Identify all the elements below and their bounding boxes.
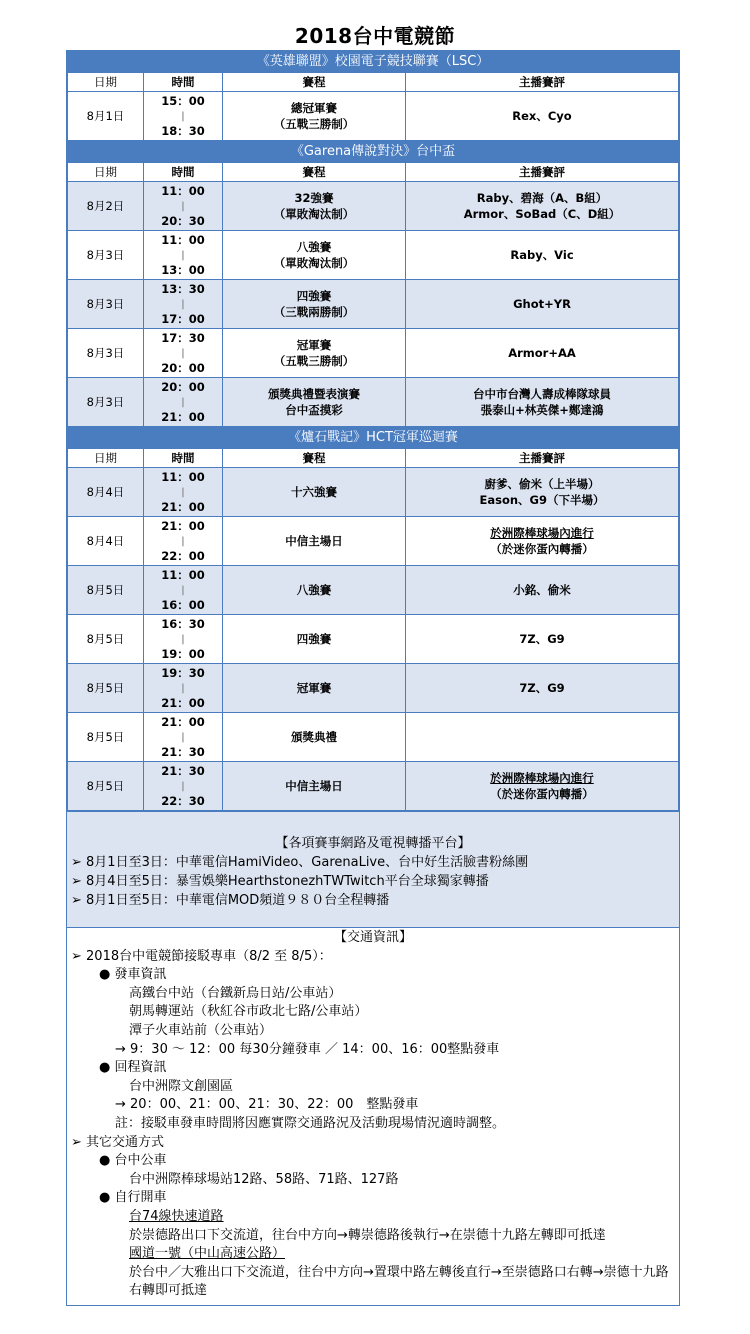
route1-description: 於崇德路出口下交流道，往台中方向→轉崇德路後執行→在崇德十九路左轉即可抵達 [129, 1227, 606, 1243]
event-cell [223, 713, 406, 762]
date-cell: 8月3日 [68, 378, 144, 427]
caster-line: Eason、G9（下半場） [479, 493, 605, 507]
time-cell [144, 92, 223, 141]
caster-line: （於迷你蛋內轉播） [490, 787, 594, 801]
date-cell: 8月5日 [68, 566, 144, 615]
caster-line: 7Z、G9 [519, 681, 565, 695]
start-time: 11：00 [161, 232, 205, 247]
caster-cell [406, 615, 679, 664]
time-separator: | [181, 633, 185, 645]
time-cell [144, 329, 223, 378]
header-event: 賽程 [223, 449, 406, 468]
event-cell [223, 182, 406, 231]
end-time: 21：00 [161, 409, 205, 424]
caster-cell [406, 231, 679, 280]
broadcast-title: 【各項賽事網路及電視轉播平台】 [275, 836, 471, 851]
event-name: 冠軍賽 [296, 681, 332, 695]
page-title: 2018台中電競節 [294, 24, 456, 48]
time-cell [144, 762, 223, 811]
time-separator: | [181, 731, 185, 743]
end-time: 13：00 [161, 262, 205, 277]
event-format: （五戰三勝制） [273, 354, 355, 368]
time-separator: | [181, 110, 185, 122]
caster-cell [406, 713, 679, 762]
table-row [68, 713, 679, 762]
event-cell [223, 664, 406, 713]
time-separator: | [181, 347, 185, 359]
start-time: 11：00 [161, 183, 205, 198]
header-date: 日期 [68, 73, 144, 92]
caster-cell [406, 762, 679, 811]
caster-line: 於洲際棒球場內進行 [490, 771, 594, 785]
date-cell: 8月5日 [68, 664, 144, 713]
broadcast-section [67, 811, 679, 927]
return-stop: 台中洲際文創園區 [129, 1078, 234, 1094]
event-name: 八強賽 [296, 240, 332, 254]
event-format: （單敗淘汰制） [273, 256, 355, 270]
header-time: 時間 [144, 449, 223, 468]
event-name: 32強賽 [294, 191, 334, 205]
start-time: 15：00 [161, 93, 205, 108]
caster-line: Armor、SoBad（C、D組） [463, 207, 621, 221]
traffic-section [67, 927, 679, 1305]
end-time: 20：00 [161, 360, 205, 375]
event-cell [223, 329, 406, 378]
schedule-frame [66, 50, 680, 1306]
caster-cell [406, 182, 679, 231]
event-name: 中信主場日 [285, 534, 343, 548]
caster-line: Raby、Vic [510, 248, 574, 262]
caster-line: 7Z、G9 [519, 632, 565, 646]
caster-cell [406, 92, 679, 141]
car-heading: ● 自行開車 [99, 1190, 167, 1206]
table-row [68, 182, 679, 231]
event-name: 頒獎典禮 [291, 730, 337, 744]
event-cell [223, 566, 406, 615]
caster-line: 小銘、偷米 [513, 583, 571, 597]
header-event: 賽程 [223, 163, 406, 182]
caster-cell [406, 468, 679, 517]
start-time: 20：00 [161, 379, 205, 394]
event-cell [223, 378, 406, 427]
bus-lines: 台中洲際棒球場站12路、58路、71路、127路 [129, 1171, 399, 1187]
end-time: 16：00 [161, 597, 205, 612]
caster-cell [406, 378, 679, 427]
table-row [68, 378, 679, 427]
table-row [68, 664, 679, 713]
table-row [68, 329, 679, 378]
time-cell [144, 280, 223, 329]
start-time: 19：30 [161, 665, 205, 680]
start-time: 21：30 [161, 763, 205, 778]
depart-stop: 潭子火車站前（公車站） [129, 1022, 273, 1038]
start-time: 21：00 [161, 714, 205, 729]
end-time: 20：30 [161, 213, 205, 228]
event-format: （單敗淘汰制） [273, 207, 355, 221]
event-format: （三戰兩勝制） [273, 305, 355, 319]
time-cell [144, 231, 223, 280]
return-time: → 20：00、21：00、21：30、22：00 整點發車 [115, 1097, 419, 1113]
time-cell [144, 378, 223, 427]
section-title-lsc: 《英雄聯盟》校園電子競技聯賽（LSC） [67, 51, 679, 72]
end-time: 22：30 [161, 793, 205, 808]
broadcast-line: ➢ 8月1日至5日：中華電信MOD頻道９８０台全程轉播 [71, 893, 390, 908]
event-name: 總冠軍賽 [291, 101, 337, 115]
event-name: 八強賽 [296, 583, 332, 597]
section-title-hct: 《爐石戰記》HCT冠軍巡迴賽 [67, 427, 679, 448]
start-time: 17：30 [161, 330, 205, 345]
table-row [68, 280, 679, 329]
caster-line: （於迷你蛋內轉播） [490, 542, 594, 556]
section-title-garena: 《Garena傳說對決》台中盃 [67, 141, 679, 162]
event-cell [223, 517, 406, 566]
date-cell: 8月5日 [68, 713, 144, 762]
event-name: 四強賽 [296, 289, 332, 303]
caster-line: Raby、碧海（A、B組） [476, 191, 608, 205]
route2-title: 國道一號（中山高速公路） [129, 1246, 286, 1262]
caster-cell [406, 280, 679, 329]
time-cell [144, 615, 223, 664]
event-name: 中信主場日 [285, 779, 343, 793]
end-time: 18：30 [161, 123, 205, 138]
route2-description: 於台中／大雅出口下交流道，往台中方向→置環中路左轉後直行→至崇德路口右轉→崇德十九路右轉即可抵達 [129, 1264, 669, 1299]
time-separator: | [181, 535, 185, 547]
caster-line: 台中市台灣人壽成棒隊球員 [473, 387, 611, 401]
lsc-table [67, 72, 679, 141]
depart-time: → 9：30 ～ 12：00 每30分鐘發車 ／ 14：00、16：00整點發車 [115, 1041, 500, 1057]
start-time: 21：00 [161, 518, 205, 533]
broadcast-line: ➢ 8月4日至5日：暴雪娛樂HearthstonezhTWTwitch平台全球獨家轉播 [71, 874, 489, 889]
event-cell [223, 468, 406, 517]
date-cell: 8月3日 [68, 329, 144, 378]
date-cell: 8月3日 [68, 280, 144, 329]
event-cell [223, 615, 406, 664]
other-transport-heading: ➢ 其它交通方式 [71, 1134, 165, 1150]
header-caster: 主播賽評 [406, 449, 679, 468]
header-event: 賽程 [223, 73, 406, 92]
caster-line: Rex、Cyo [512, 109, 572, 123]
caster-line: 廚爹、偷米（上半場） [484, 477, 600, 491]
caster-cell [406, 566, 679, 615]
start-time: 16：30 [161, 616, 205, 631]
time-separator: | [181, 298, 185, 310]
time-separator: | [181, 396, 185, 408]
event-cell [223, 92, 406, 141]
event-cell [223, 280, 406, 329]
depart-heading: ● 發車資訊 [99, 967, 167, 983]
date-cell: 8月3日 [68, 231, 144, 280]
event-cell [223, 231, 406, 280]
caster-cell [406, 517, 679, 566]
header-caster: 主播賽評 [406, 73, 679, 92]
table-row [68, 468, 679, 517]
time-separator: | [181, 780, 185, 792]
shuttle-note: 註：接駁車發車時間將因應實際交通路況及活動現場情況適時調整。 [115, 1115, 506, 1131]
event-name: 冠軍賽 [296, 338, 332, 352]
end-time: 21：30 [161, 744, 205, 759]
caster-line: Ghot+YR [513, 297, 571, 311]
date-cell: 8月4日 [68, 468, 144, 517]
time-separator: | [181, 682, 185, 694]
bus-heading: ● 台中公車 [99, 1153, 167, 1169]
end-time: 21：00 [161, 695, 205, 710]
end-time: 22：00 [161, 548, 205, 563]
route1-title: 台74線快速道路 [129, 1208, 224, 1224]
time-cell [144, 566, 223, 615]
header-date: 日期 [68, 449, 144, 468]
end-time: 21：00 [161, 499, 205, 514]
broadcast-line: ➢ 8月1日至3日：中華電信HamiVideo、GarenaLive、台中好生活臉書粉絲團 [71, 855, 529, 870]
table-row [68, 615, 679, 664]
header-date: 日期 [68, 163, 144, 182]
depart-stop: 高鐵台中站（台鐵新烏日站/公車站） [129, 985, 342, 1001]
table-row [68, 92, 679, 141]
date-cell: 8月4日 [68, 517, 144, 566]
caster-line: Armor+AA [508, 346, 576, 360]
date-cell: 8月2日 [68, 182, 144, 231]
time-separator: | [181, 486, 185, 498]
event-format: （五戰三勝制） [273, 117, 355, 131]
header-time: 時間 [144, 163, 223, 182]
event-name: 四強賽 [296, 632, 332, 646]
caster-line: 於洲際棒球場內進行 [490, 526, 594, 540]
return-heading: ● 回程資訊 [99, 1060, 167, 1076]
caster-cell [406, 664, 679, 713]
date-cell: 8月1日 [68, 92, 144, 141]
caster-line: 張泰山+林英傑+鄭達鴻 [480, 403, 604, 417]
time-cell [144, 468, 223, 517]
table-row [68, 517, 679, 566]
time-cell [144, 517, 223, 566]
end-time: 19：00 [161, 646, 205, 661]
table-row [68, 566, 679, 615]
caster-cell [406, 329, 679, 378]
end-time: 17：00 [161, 311, 205, 326]
table-row [68, 231, 679, 280]
time-cell [144, 664, 223, 713]
time-cell [144, 713, 223, 762]
header-time: 時間 [144, 73, 223, 92]
garena-table [67, 162, 679, 427]
depart-stop: 朝馬轉運站（秋紅谷市政北七路/公車站） [129, 1004, 368, 1020]
date-cell: 8月5日 [68, 762, 144, 811]
traffic-title: 【交通資訊】 [333, 930, 412, 945]
start-time: 11：00 [161, 469, 205, 484]
date-cell: 8月5日 [68, 615, 144, 664]
time-separator: | [181, 584, 185, 596]
table-row [68, 762, 679, 811]
start-time: 13：30 [161, 281, 205, 296]
shuttle-heading: ➢ 2018台中電競節接駁專車（8/2 至 8/5）： [71, 948, 332, 964]
header-caster: 主播賽評 [406, 163, 679, 182]
time-separator: | [181, 249, 185, 261]
hct-table [67, 448, 679, 811]
start-time: 11：00 [161, 567, 205, 582]
event-cell [223, 762, 406, 811]
time-cell [144, 182, 223, 231]
time-separator: | [181, 200, 185, 212]
event-format: 台中盃摸彩 [285, 403, 343, 417]
event-name: 頒獎典禮暨表演賽 [268, 387, 360, 401]
event-name: 十六強賽 [291, 485, 337, 499]
